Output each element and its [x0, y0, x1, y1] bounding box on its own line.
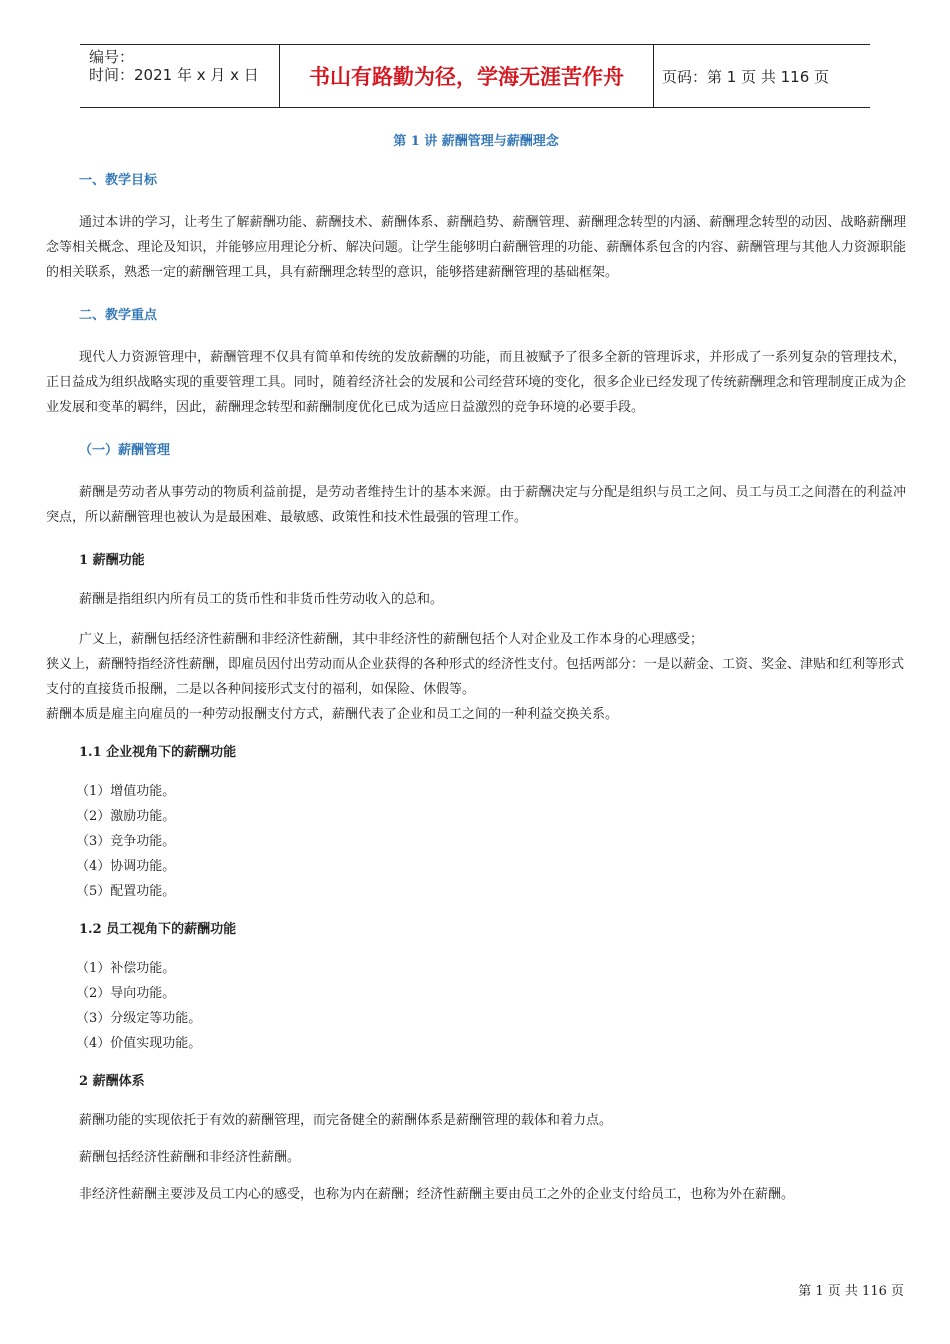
- header-motto: 书山有路勤为径，学海无涯苦作舟: [280, 45, 654, 107]
- header-meta: [80, 45, 280, 107]
- function-definition: 薪酬是指组织内所有员工的货币性和非货币性劳动收入的总和。: [79, 592, 444, 607]
- heading-compensation-system: 2 薪酬体系: [79, 1074, 145, 1089]
- list-item: （1）补偿功能。: [76, 961, 176, 976]
- number-label: 编号：: [89, 48, 135, 66]
- header-page-info: 页码：第 1 页 共 116 页: [662, 67, 830, 86]
- list-item: （2）导向功能。: [76, 986, 176, 1001]
- list-item: （3）竞争功能。: [76, 834, 176, 849]
- page-header: [80, 44, 870, 108]
- list-item: （1）增值功能。: [76, 784, 176, 799]
- list-item: （4）价值实现功能。: [76, 1036, 202, 1051]
- enterprise-function-list: [46, 779, 906, 904]
- system-paragraph-2: 薪酬包括经济性薪酬和非经济性薪酬。: [79, 1150, 301, 1165]
- heading-enterprise-view: 1.1 企业视角下的薪酬功能: [79, 745, 237, 760]
- time-label: 时间：2021 年 x 月 x 日: [89, 66, 259, 84]
- list-item: （3）分级定等功能。: [76, 1011, 202, 1026]
- subsection-heading-compensation-mgmt: （一）薪酬管理: [79, 443, 171, 458]
- section-heading-key-points: 二、教学重点: [79, 308, 158, 323]
- system-paragraph-3: 非经济性薪酬主要涉及员工内心的感受，也称为内在薪酬；经济性薪酬主要由员工之外的企业支付给员工，也称为外在薪酬。: [79, 1187, 795, 1202]
- list-item: （4）协调功能。: [76, 859, 176, 874]
- broad-definition: 广义上，薪酬包括经济性薪酬和非经济性薪酬，其中非经济性的薪酬包括个人对企业及工作本身的心理感受；: [79, 632, 704, 647]
- heading-compensation-function: 1 薪酬功能: [79, 553, 145, 568]
- system-paragraph-1: 薪酬功能的实现依托于有效的薪酬管理，而完备健全的薪酬体系是薪酬管理的载体和着力点。: [79, 1113, 613, 1128]
- objectives-paragraph: 通过本讲的学习，让考生了解薪酬功能、薪酬技术、薪酬体系、薪酬趋势、薪酬管理、薪酬理念转型的内涵、薪酬理念转型的动因、战略薪酬理念等相关概念、理论及知识，并能够应用理论分析、解决问题。让学生能够明白薪酬管理的功能、薪酬体系包含的内容、薪酬管理与其他人力资源职能的相关联系，熟悉一定的薪酬管理工具，具有薪酬理念转型的意识，能够搭建薪酬管理的基础框架。: [46, 215, 906, 280]
- list-item: （2）激励功能。: [76, 809, 176, 824]
- key-points-paragraph: 现代人力资源管理中，薪酬管理不仅具有简单和传统的发放薪酬的功能，而且被赋予了很多全新的管理诉求，并形成了一系列复杂的管理技术，正日益成为组织战略实现的重要管理工具。同时，随着经济社会的发展和公司经营环境的变化，很多企业已经发现了传统薪酬理念和管理制度正成为企业发展和变革的羁绊，因此，薪酬理念转型和薪酬制度优化已成为适应日益激烈的竞争环境的必要手段。: [46, 350, 906, 415]
- essence-statement: 薪酬本质是雇主向雇员的一种劳动报酬支付方式，薪酬代表了企业和员工之间的一种利益交换关系。: [46, 707, 619, 722]
- page-footer: 第 1 页 共 116 页: [798, 1284, 904, 1299]
- heading-employee-view: 1.2 员工视角下的薪酬功能: [79, 922, 237, 937]
- document-title: 第 1 讲 薪酬管理与薪酬理念: [393, 134, 559, 149]
- narrow-definition: 狭义上，薪酬特指经济性薪酬，即雇员因付出劳动而从企业获得的各种形式的经济性支付。包括两部分：一是以薪金、工资、奖金、津贴和红利等形式支付的直接货币报酬，二是以各种间接形式支付的福利，如保险、休假等。: [46, 657, 905, 697]
- document-body: [46, 132, 906, 1207]
- section-heading-objectives: 一、教学目标: [79, 173, 158, 188]
- employee-function-list: [46, 956, 906, 1056]
- compensation-mgmt-paragraph: 薪酬是劳动者从事劳动的物质利益前提，是劳动者维持生计的基本来源。由于薪酬决定与分配是组织与员工之间、员工与员工之间潜在的利益冲突点，所以薪酬管理也被认为是最困难、最敏感、政策性和技术性最强的管理工作。: [46, 485, 906, 525]
- list-item: （5）配置功能。: [76, 884, 176, 899]
